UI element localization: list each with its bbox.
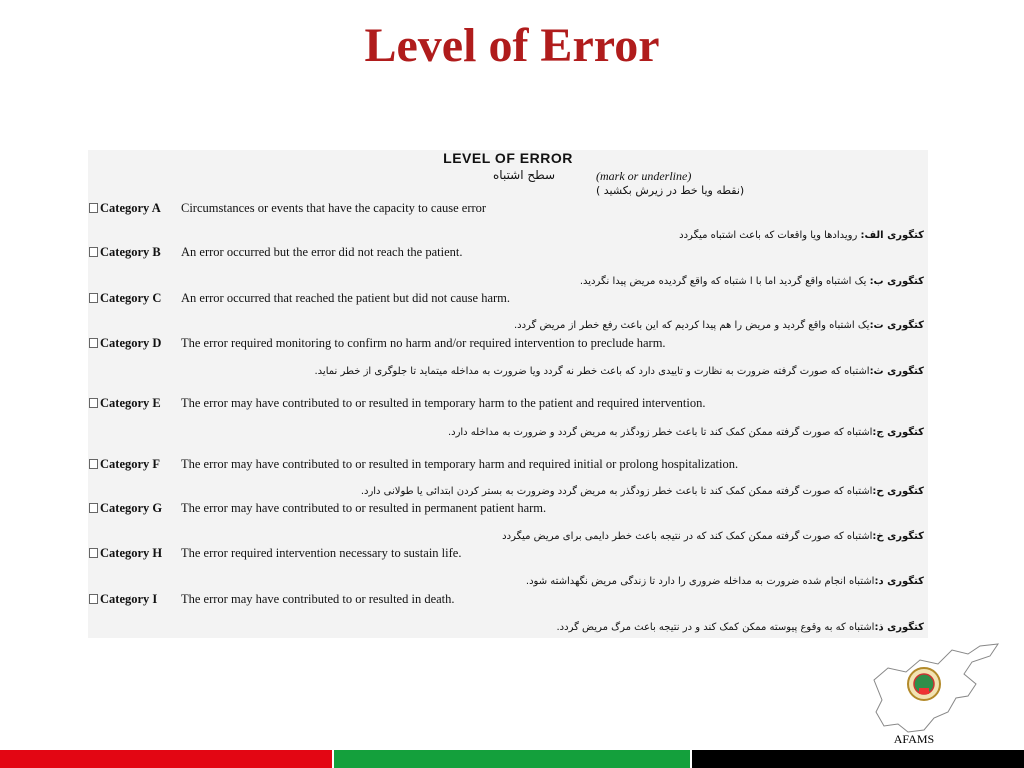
document-note-en: (mark or underline) — [596, 169, 692, 183]
category-f-description: The error may have contributed to or resulted in temporary harm and required initial or prolong hospitalization. — [181, 457, 739, 471]
category-row-b — [88, 245, 928, 261]
category-e-fa-text: اشتباه که صورت گرفته ممکن کمک کند تا باعث خطر زودگذر به مریض گردد و ضرورت به مداخله دارد. — [447, 427, 873, 438]
category-b-fa-line — [104, 276, 924, 287]
level-of-error-document — [88, 150, 928, 638]
category-g-checkbox[interactable] — [89, 503, 98, 513]
category-d-fa-line — [104, 366, 924, 377]
category-i-checkbox[interactable] — [89, 594, 98, 604]
category-d-fa-text: اشتباه که صورت گرفته ضرورت به نظارت و تاییدی دارد که باعث خطر نه گردد ویا ضرورت به مداخله میتماید تا جلوگری از خطر نماید. — [314, 366, 870, 377]
category-e-label: Category E — [100, 396, 161, 410]
document-note-fa: (نقطه ویا خط در زیرش بکشید ) — [596, 184, 745, 197]
document-subtitle-fa: سطح اشتباه — [493, 168, 556, 182]
category-f-fa-line — [104, 486, 924, 497]
category-i-fa-label: کتگوری ذ: — [874, 622, 924, 633]
category-f-fa-text: اشتباه که صورت گرفته ممکن کمک کند تا باعث خطر زودگذر به مریض گردد وضرورت به بستر کردن ابتدائی یا طولانی دارد. — [360, 486, 873, 497]
category-g-label: Category G — [100, 501, 163, 515]
category-c-label: Category C — [100, 291, 162, 305]
category-g-fa-text: اشتباه که صورت گرفته ممکن کمک کند که در نتیجه باعث خطر دایمی برای مریض میگردد — [502, 531, 873, 542]
afams-label: AFAMS — [893, 732, 935, 746]
category-f-checkbox[interactable] — [89, 459, 98, 469]
category-g-description: The error may have contributed to or resulted in permanent patient harm. — [181, 501, 547, 515]
category-a-fa-line — [104, 230, 924, 241]
category-d-label: Category D — [100, 336, 162, 350]
category-row-c — [88, 291, 928, 307]
category-h-description: The error required intervention necessary to sustain life. — [181, 546, 462, 560]
category-i-description: The error may have contributed to or resulted in death. — [181, 592, 455, 606]
category-b-description: An error occurred but the error did not reach the patient. — [181, 245, 463, 259]
category-a-checkbox[interactable] — [89, 203, 98, 213]
category-a-fa-text: رویدادها ویا واقعات که باعث اشتباه میگردد — [679, 230, 861, 241]
category-c-fa-label: کتگوری ت: — [869, 320, 924, 331]
category-b-fa-text: یک اشتباه واقع گردید اما با ا شتباه که واقع گردیده مریض پیدا نگردید. — [579, 276, 870, 287]
category-a-fa-label: کتگوری الف: — [860, 230, 924, 241]
category-e-description: The error may have contributed to or resulted in temporary harm to the patient and required intervention. — [181, 396, 706, 410]
category-c-fa-line — [104, 320, 924, 331]
category-h-fa-label: کتگوری د: — [874, 576, 924, 587]
document-heading: LEVEL OF ERROR — [443, 150, 573, 166]
category-row-d — [88, 336, 928, 352]
category-h-fa-text: اشتباه انجام شده ضرورت به مداخله ضروری را دارد تا زندگی مریض نگهداشته شود. — [525, 576, 875, 587]
category-c-checkbox[interactable] — [89, 293, 98, 303]
category-a-label: Category A — [100, 201, 161, 215]
category-g-fa-label: کتگوری خ: — [872, 531, 924, 542]
category-h-fa-line — [104, 576, 924, 587]
category-row-e — [88, 396, 928, 412]
category-a-description: Circumstances or events that have the capacity to cause error — [181, 201, 487, 215]
category-i-label: Category I — [100, 592, 158, 606]
category-b-checkbox[interactable] — [89, 247, 98, 257]
category-e-checkbox[interactable] — [89, 398, 98, 408]
flag-stripe-green — [334, 750, 690, 768]
category-d-fa-label: کتگوری ث: — [869, 366, 924, 377]
category-f-fa-label: کتگوری ح: — [872, 486, 924, 497]
category-b-fa-label: کتگوری ب: — [869, 276, 924, 287]
category-c-fa-text: یک اشتباه واقع گردید و مریض را هم پیدا کردیم که این باعث رفع خطر از مریض گردد. — [513, 320, 870, 331]
category-row-a — [88, 201, 928, 217]
category-row-f — [88, 457, 928, 473]
category-c-description: An error occurred that reached the patient but did not cause harm. — [181, 291, 511, 305]
category-i-fa-text: اشتباه که به وقوع پیوسته ممکن کمک کند و در نتیجه باعث مرگ مریض گردد. — [556, 622, 875, 633]
category-row-h — [88, 546, 928, 562]
flag-stripe-black — [692, 750, 1024, 768]
afams-map-logo — [868, 640, 1002, 746]
category-e-fa-line — [104, 427, 924, 438]
category-g-fa-line — [104, 531, 924, 542]
category-h-label: Category H — [100, 546, 163, 560]
category-row-i — [88, 592, 928, 608]
category-f-label: Category F — [100, 457, 161, 471]
category-h-checkbox[interactable] — [89, 548, 98, 558]
slide-title: Level of Error — [364, 19, 660, 72]
category-e-fa-label: کتگوری ج: — [872, 427, 924, 438]
category-d-description: The error required monitoring to confirm no harm and/or required intervention to preclude harm. — [181, 336, 666, 350]
category-b-label: Category B — [100, 245, 161, 259]
category-row-g — [88, 501, 928, 517]
category-i-fa-line — [104, 622, 924, 633]
category-d-checkbox[interactable] — [89, 338, 98, 348]
flag-stripe-red — [0, 750, 332, 768]
